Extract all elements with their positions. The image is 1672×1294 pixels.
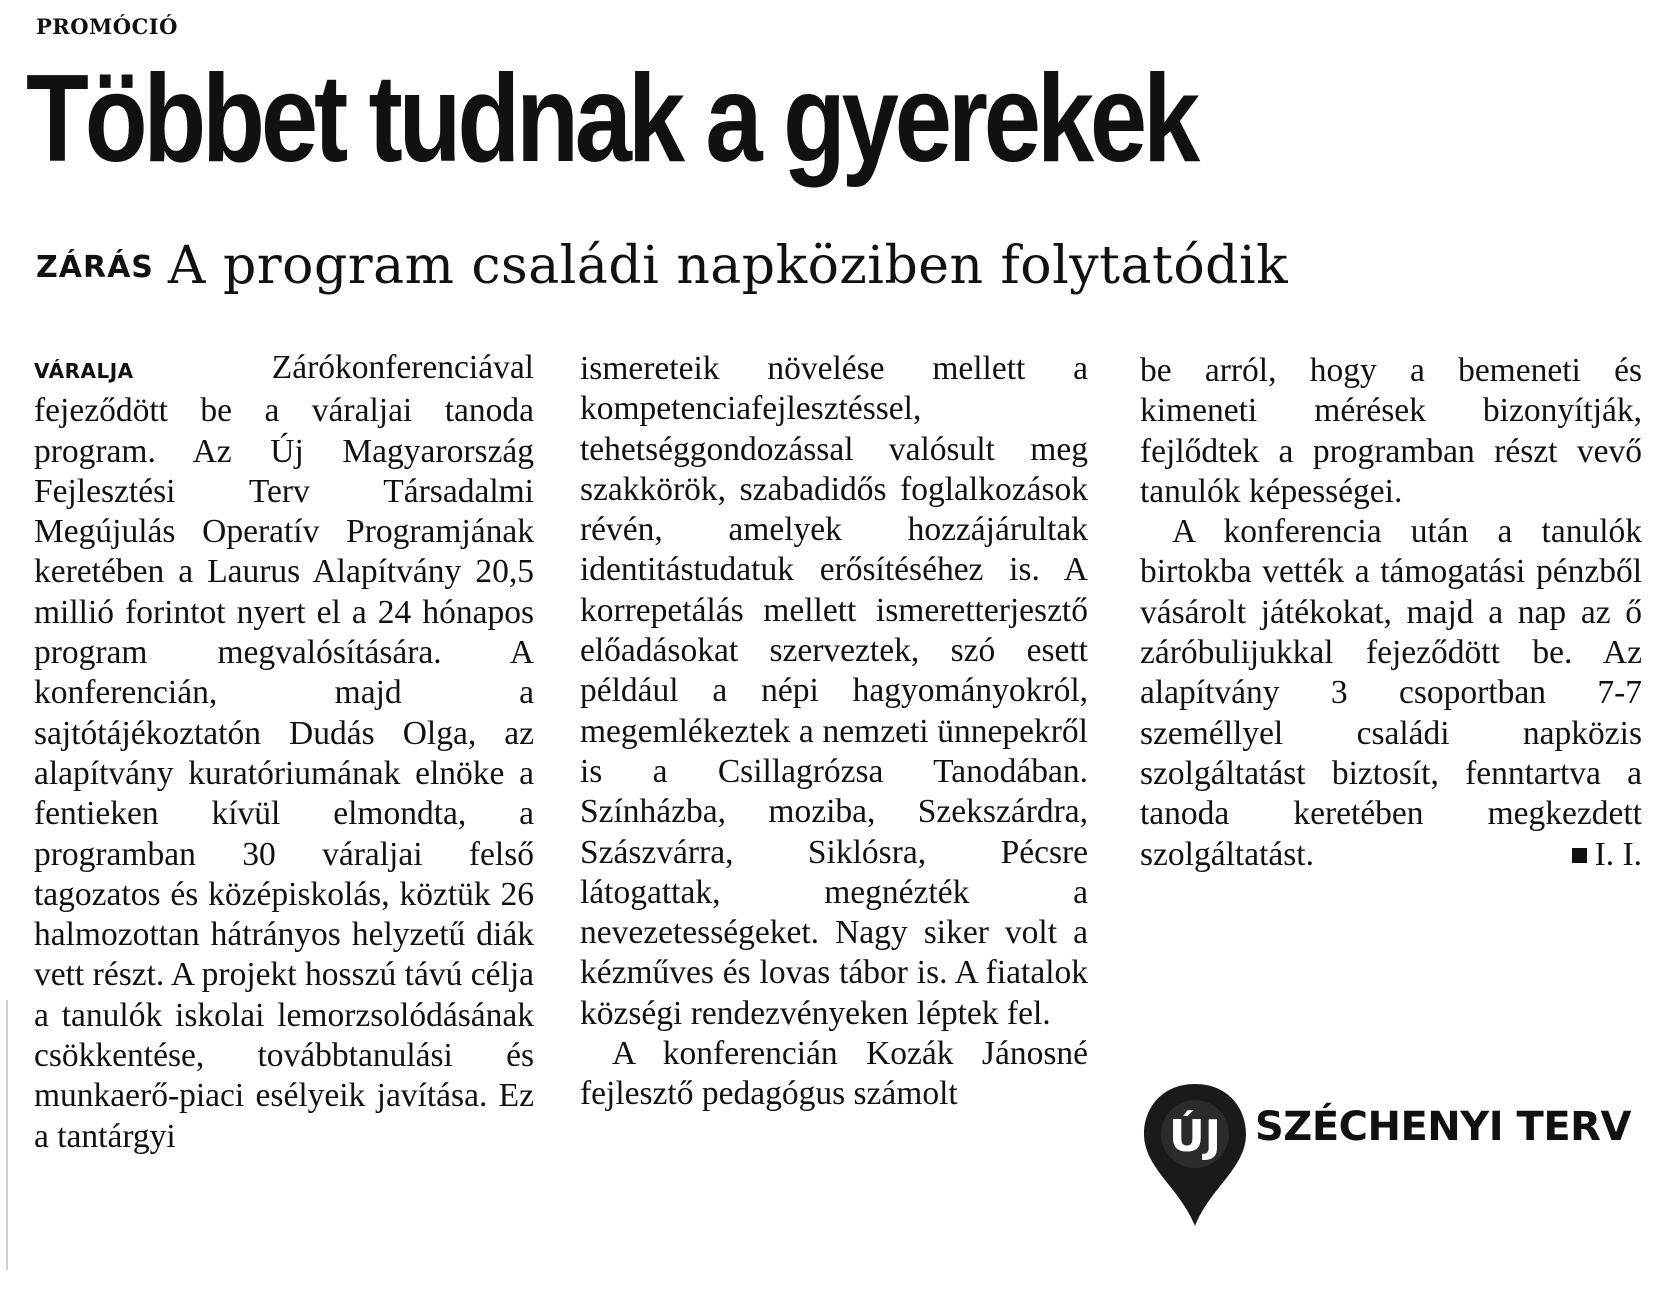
author-signature: [1540, 835, 1642, 875]
paragraph-3: A konferencián Kozák Jánosné fejlesztő pedagógus számolt: [580, 1035, 1088, 1113]
subhead-deck: A program családi napköziben folytatódik: [167, 236, 1289, 296]
author-initials: I. I.: [1594, 835, 1642, 873]
section-kicker: PROMÓCIÓ: [36, 14, 178, 39]
end-mark-icon: [1572, 848, 1587, 863]
paragraph-1: [34, 348, 534, 1157]
article-column-2: [580, 349, 1088, 1115]
szechenyi-terv-logo: [1140, 1076, 1660, 1236]
paragraph-4: be arról, hogy a bemeneti és kimeneti mérések bizonyítják, fejlődtek a programban részt vevő tanulók képességei.: [1140, 352, 1642, 510]
article-column-1: [34, 348, 534, 1157]
paragraph-5-text: A konferencia után a tanulók birtokba vették a támogatási pénzből vásárolt játékokat, majd a nap az ő záróbulijukkal fejeződött be. Az alapítvány 3 csoportban 7-7 személlyel családi napközis szolgáltatást biztosít, fenntartva a tanoda keretében megkezdett szolgáltatást.: [1140, 513, 1642, 873]
map-pin-icon: [1140, 1076, 1250, 1236]
paragraph-5: [1140, 512, 1642, 875]
logo-mark: ÚJ: [1168, 1111, 1222, 1162]
dateline: VÁRALJA: [34, 359, 134, 383]
paragraph-2: ismereteik növelése mellett a kompetenciafejlesztéssel, tehetséggondozással valósult meg szakkörök, szabadidős foglalkozások révén, amelyek hozzájárultak identitástudatuk erősítéséhez is. A korrepetálás mellett ismeretterjesztő előadásokat szerveztek, szó esett például a népi hagyományokról, megemlékeztek a nemzeti ünnepekről is a Csillagrózsa Tanodában. Színházba, moziba, Szekszárdra, Szászvárra, Siklósra, Pécsre látogattak, megnézték a nevezetességeket. Nagy siker volt a kézműves és lovas tábor is. A fiatalok községi rendezvényeken léptek fel.: [580, 350, 1088, 1032]
headline: Többet tudnak a gyerekek: [26, 50, 1197, 188]
paragraph-1-text: Zárókonferenciával fejeződött be a váraljai tanoda program. Az Új Magyarország Fejlesztési Terv Társadalmi Megújulás Operatív Programjának keretében a Laurus Alapítvány 20,5 millió forintot nyert el a 24 hónapos program megvalósítására. A konferencián, majd a sajtótájékoztatón Dudás Olga, az alapítvány kuratóriumának elnöke a fentieken kívül elmondta, a programban 30 váraljai felső tagozatos és középiskolás, köztük 26 halmozottan hátrányos helyzetű diák vett részt. A projekt hosszú távú célja a tanulók iskolai lemorzsolódásának csökkentése, továbbtanulási és munkaerő-piaci esélyeik javítása. Ez a tantárgyi: [34, 349, 534, 1155]
logo-name: SZÉCHENYI TERV: [1255, 1104, 1631, 1150]
subhead-tag: ZÁRÁS: [36, 250, 154, 285]
margin-scan-line: [6, 1000, 8, 1270]
subheadline: [36, 236, 1288, 296]
article-column-3: [1140, 351, 1642, 875]
